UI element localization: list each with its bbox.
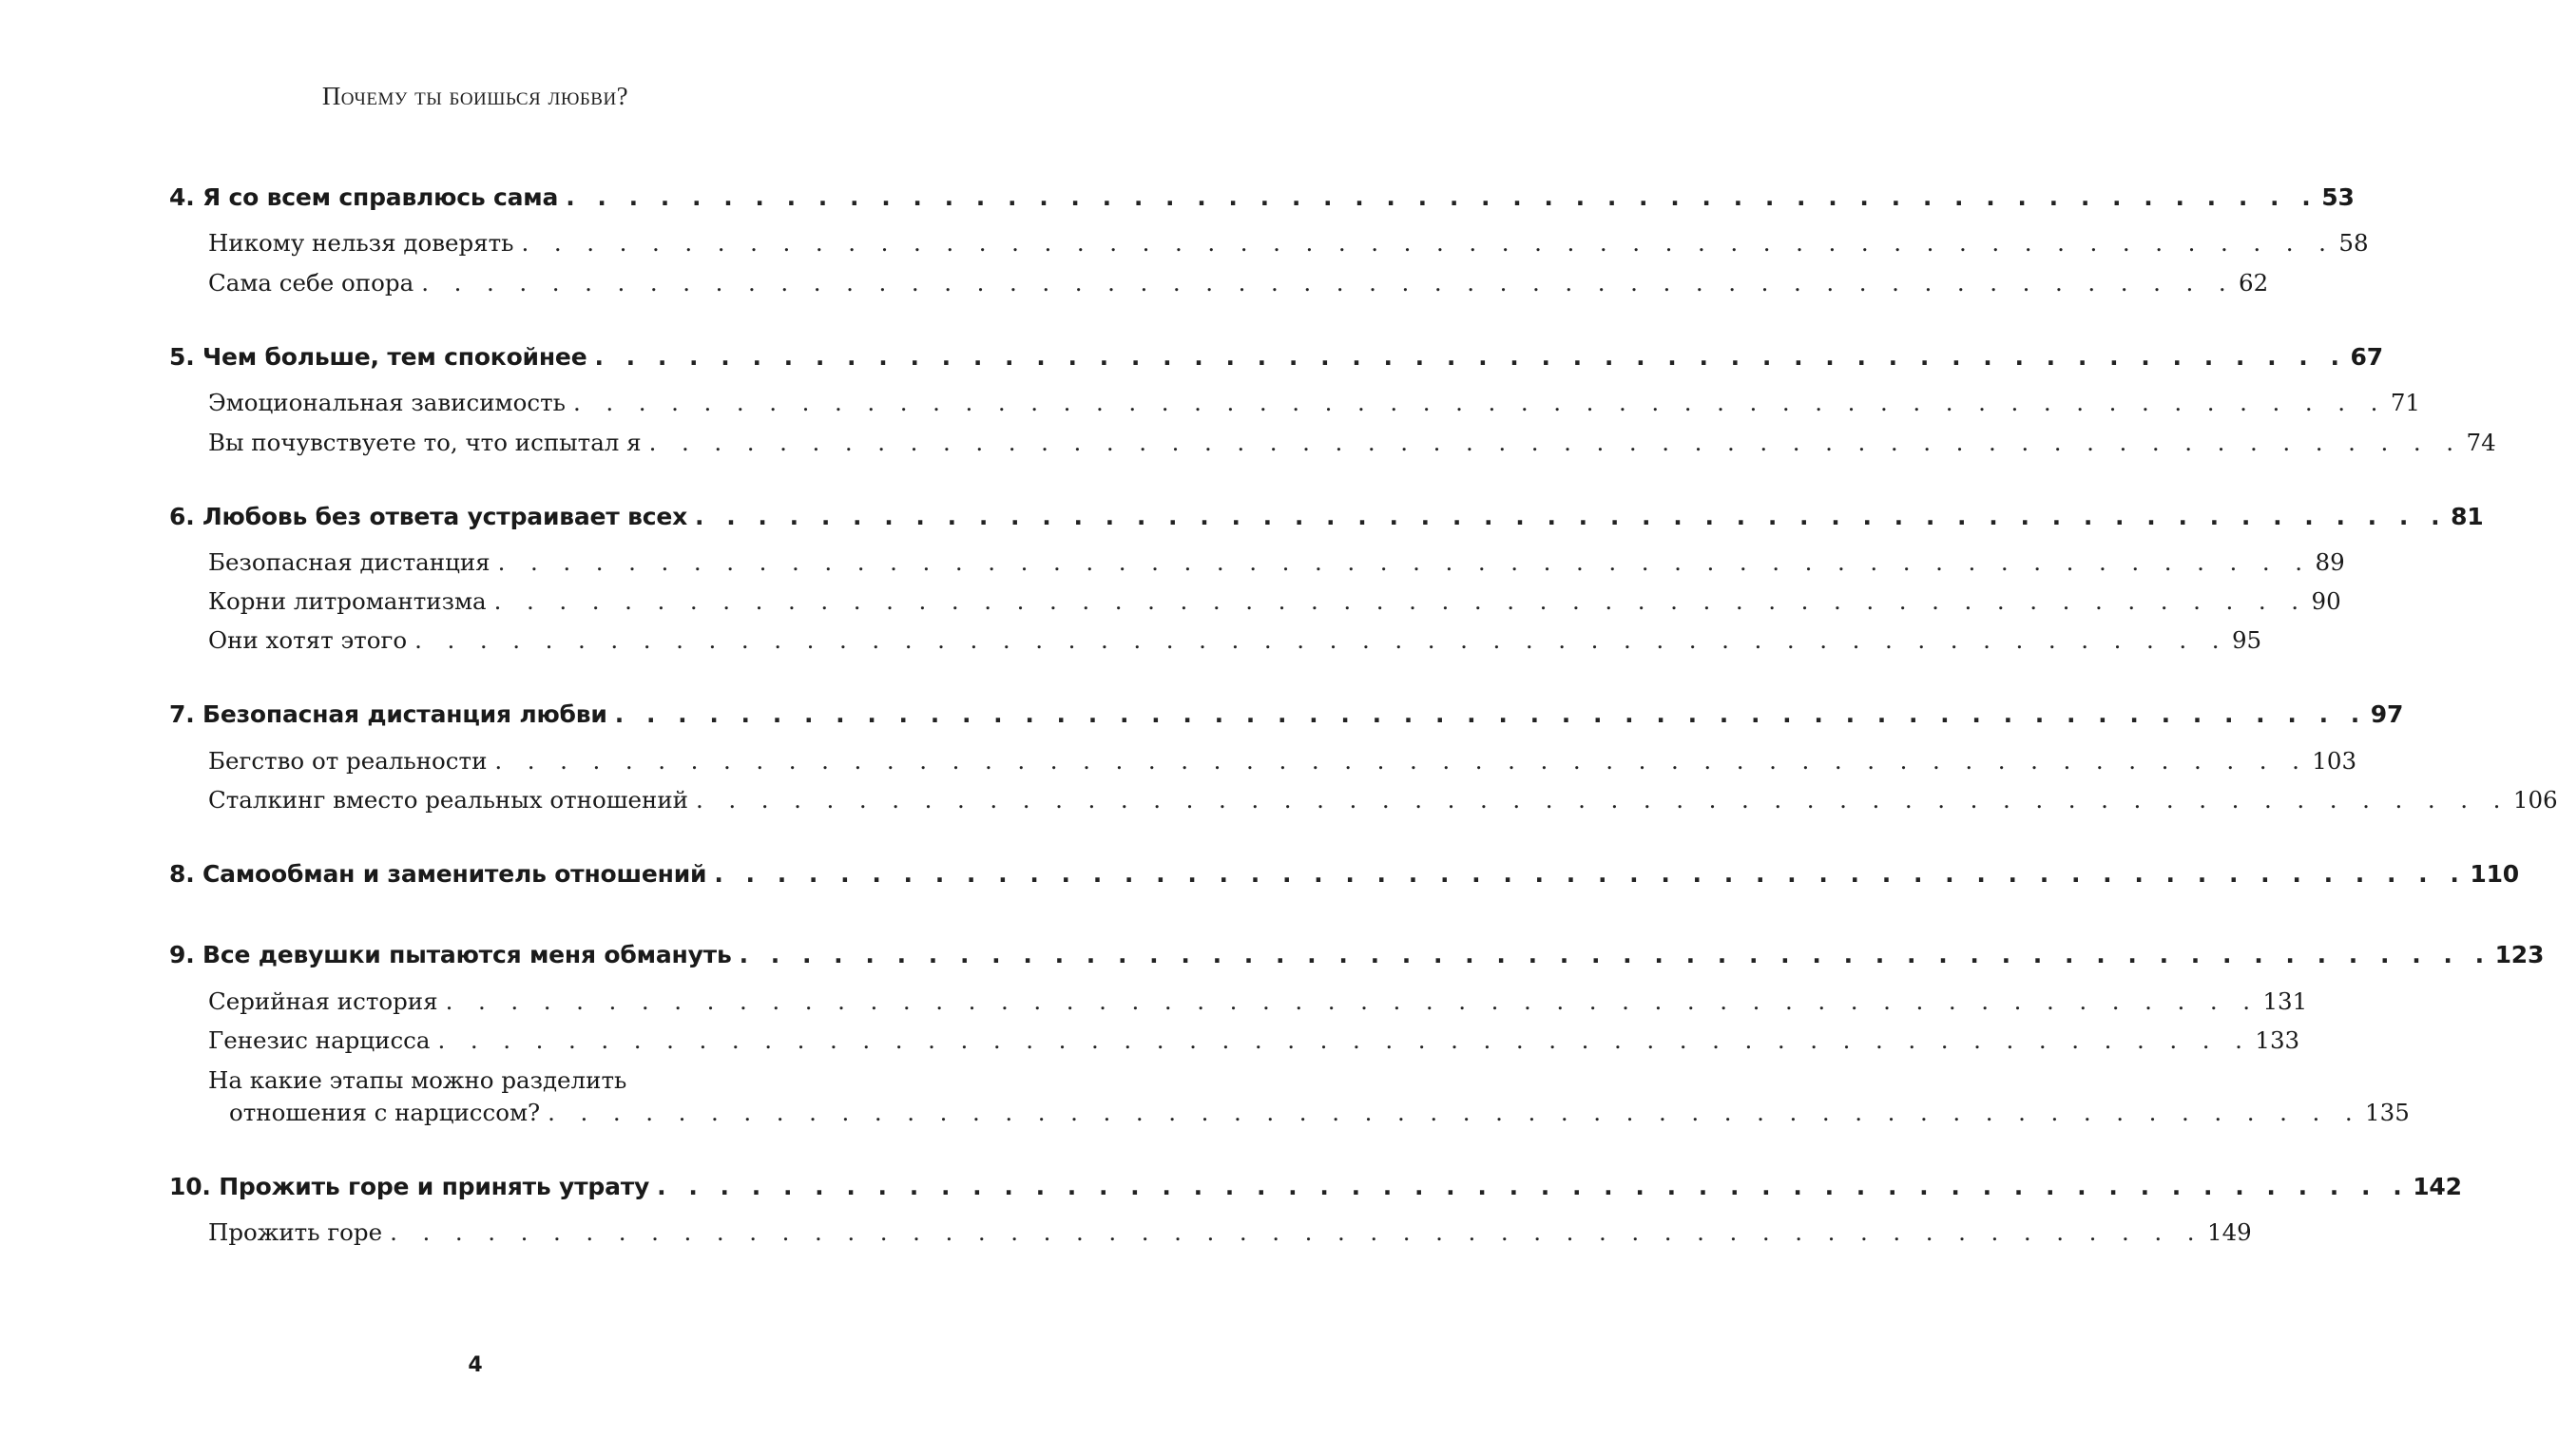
- dot-leader: . . . . . . . . . . . . . . . . . . . . . . . . . . . . . . . . . . . . . . . . . . . . . . . . . . . . . . . .: [566, 183, 2318, 211]
- section-page-number: 71: [2390, 389, 2421, 416]
- section-title: Сама себе опора: [208, 269, 414, 297]
- toc-section[interactable]: [208, 587, 2341, 615]
- section-page-number: 58: [2338, 229, 2369, 257]
- dot-leader: . . . . . . . . . . . . . . . . . . . . . . . . . . . . . . . . . . . . . . . . . . . . . . . . . . . . . . . .: [696, 786, 2510, 814]
- dot-leader: . . . . . . . . . . . . . . . . . . . . . . . . . . . . . . . . . . . . . . . . . . . . . . . . . . . . . . . .: [521, 229, 2336, 257]
- chapter-page-number: 142: [2413, 1173, 2462, 1200]
- section-title: Сталкинг вместо реальных отношений: [208, 786, 689, 814]
- dot-leader: . . . . . . . . . . . . . . . . . . . . . . . . . . . . . . . . . . . . . . . . . . . . . . . . . . . . . . . .: [493, 587, 2308, 615]
- chapter-page-number: 110: [2470, 860, 2519, 888]
- chapter-title: 4. Я со всем справлюсь сама: [169, 183, 559, 211]
- dot-leader: . . . . . . . . . . . . . . . . . . . . . . . . . . . . . . . . . . . . . . . . . . . . . . . . . . . . . . . .: [390, 1218, 2203, 1246]
- section-title: Прожить горе: [208, 1218, 383, 1246]
- toc-chapter-8[interactable]: [169, 860, 2519, 888]
- chapter-title: 8. Самообман и заменитель отношений: [169, 860, 707, 888]
- page-number: 4: [468, 1353, 483, 1377]
- dot-leader: . . . . . . . . . . . . . . . . . . . . . . . . . . . . . . . . . . . . . . . . . . . . . . . . . . . . . . . .: [594, 343, 2347, 371]
- toc-chapter-7[interactable]: [169, 700, 2404, 728]
- section-page-number: 95: [2231, 626, 2262, 654]
- toc-chapter-9[interactable]: [169, 941, 2545, 968]
- section-title: Эмоциональная зависимость: [208, 389, 566, 416]
- section-title: Никому нельзя доверять: [208, 229, 514, 257]
- toc-chapter-6[interactable]: [169, 503, 2484, 530]
- section-title: Они хотят этого: [208, 626, 408, 654]
- toc-section[interactable]: [208, 1026, 2300, 1054]
- chapter-page-number: 81: [2451, 503, 2484, 530]
- toc-section[interactable]: [208, 429, 2496, 456]
- toc-section[interactable]: [229, 1099, 2410, 1126]
- toc-section[interactable]: [208, 389, 2421, 416]
- toc-section[interactable]: [208, 626, 2262, 654]
- dot-leader: . . . . . . . . . . . . . . . . . . . . . . . . . . . . . . . . . . . . . . . . . . . . . . . . . . . . . . . .: [414, 626, 2228, 654]
- dot-leader: . . . . . . . . . . . . . . . . . . . . . . . . . . . . . . . . . . . . . . . . . . . . . . . . . . . . . . . .: [648, 429, 2463, 456]
- section-page-number: 131: [2262, 987, 2308, 1015]
- section-title: Бегство от реальности: [208, 747, 488, 775]
- section-page-number: 74: [2466, 429, 2496, 456]
- toc-section[interactable]: [208, 987, 2308, 1015]
- dot-leader: . . . . . . . . . . . . . . . . . . . . . . . . . . . . . . . . . . . . . . . . . . . . . . . . . . . . . . . .: [437, 1026, 2252, 1054]
- section-title: Безопасная дистанция: [208, 548, 490, 576]
- dot-leader: . . . . . . . . . . . . . . . . . . . . . . . . . . . . . . . . . . . . . . . . . . . . . . . . . . . . . . . .: [614, 700, 2367, 728]
- chapter-page-number: 53: [2321, 183, 2355, 211]
- section-title: Серийная история: [208, 987, 438, 1015]
- section-title-line-1: На какие этапы можно разделить: [208, 1066, 627, 1094]
- chapter-page-number: 123: [2494, 941, 2545, 968]
- chapter-title: 6. Любовь без ответа устраивает всех: [169, 503, 688, 530]
- toc-section[interactable]: [208, 269, 2269, 297]
- toc-chapter-10[interactable]: [169, 1173, 2462, 1200]
- dot-leader: . . . . . . . . . . . . . . . . . . . . . . . . . . . . . . . . . . . . . . . . . . . . . . . . . . . . . . . .: [494, 747, 2309, 775]
- chapter-page-number: 67: [2350, 343, 2383, 371]
- running-head: Почему ты боишься любви?: [321, 82, 629, 110]
- toc-section[interactable]: [208, 1218, 2252, 1246]
- chapter-title: 5. Чем больше, тем спокойнее: [169, 343, 587, 371]
- section-page-number: 106: [2512, 786, 2558, 814]
- section-page-number: 89: [2315, 548, 2345, 576]
- dot-leader: . . . . . . . . . . . . . . . . . . . . . . . . . . . . . . . . . . . . . . . . . . . . . . . . . . . . . . . .: [572, 389, 2387, 416]
- dot-leader: . . . . . . . . . . . . . . . . . . . . . . . . . . . . . . . . . . . . . . . . . . . . . . . . . . . . . . . .: [714, 860, 2467, 888]
- dot-leader: . . . . . . . . . . . . . . . . . . . . . . . . . . . . . . . . . . . . . . . . . . . . . . . . . . . . . . . .: [421, 269, 2236, 297]
- dot-leader: . . . . . . . . . . . . . . . . . . . . . . . . . . . . . . . . . . . . . . . . . . . . . . . . . . . . . . . .: [657, 1173, 2410, 1200]
- section-page-number: 62: [2239, 269, 2269, 297]
- toc-chapter-4[interactable]: [169, 183, 2355, 211]
- dot-leader: . . . . . . . . . . . . . . . . . . . . . . . . . . . . . . . . . . . . . . . . . . . . . . . . . . . . . . . .: [497, 548, 2312, 576]
- toc-chapter-5[interactable]: [169, 343, 2383, 371]
- dot-leader: . . . . . . . . . . . . . . . . . . . . . . . . . . . . . . . . . . . . . . . . . . . . . . . . . . . . . . . .: [445, 987, 2260, 1015]
- section-page-number: 135: [2365, 1099, 2410, 1126]
- section-page-number: 149: [2206, 1218, 2252, 1246]
- dot-leader: . . . . . . . . . . . . . . . . . . . . . . . . . . . . . . . . . . . . . . . . . . . . . . . . . . . . . . . .: [695, 503, 2448, 530]
- toc-section[interactable]: [208, 747, 2357, 775]
- toc-section[interactable]: [208, 548, 2345, 576]
- chapter-title: 10. Прожить горе и принять утрату: [169, 1173, 650, 1200]
- chapter-page-number: 97: [2370, 700, 2404, 728]
- section-page-number: 103: [2312, 747, 2357, 775]
- dot-leader: . . . . . . . . . . . . . . . . . . . . . . . . . . . . . . . . . . . . . . . . . . . . . . . . . . . . . . . .: [739, 941, 2491, 968]
- chapter-title: 9. Все девушки пытаются меня обмануть: [169, 941, 732, 968]
- toc-section[interactable]: [208, 786, 2558, 814]
- section-title: отношения с нарциссом?: [229, 1099, 541, 1126]
- section-title: Вы почувствуете то, что испытал я: [208, 429, 642, 456]
- toc-section[interactable]: [208, 229, 2369, 257]
- dot-leader: . . . . . . . . . . . . . . . . . . . . . . . . . . . . . . . . . . . . . . . . . . . . . . . . . . . . . . . .: [548, 1099, 2362, 1126]
- section-title: Генезис нарцисса: [208, 1026, 431, 1054]
- section-title: Корни литромантизма: [208, 587, 487, 615]
- section-page-number: 90: [2311, 587, 2341, 615]
- chapter-title: 7. Безопасная дистанция любви: [169, 700, 607, 728]
- section-page-number: 133: [2255, 1026, 2300, 1054]
